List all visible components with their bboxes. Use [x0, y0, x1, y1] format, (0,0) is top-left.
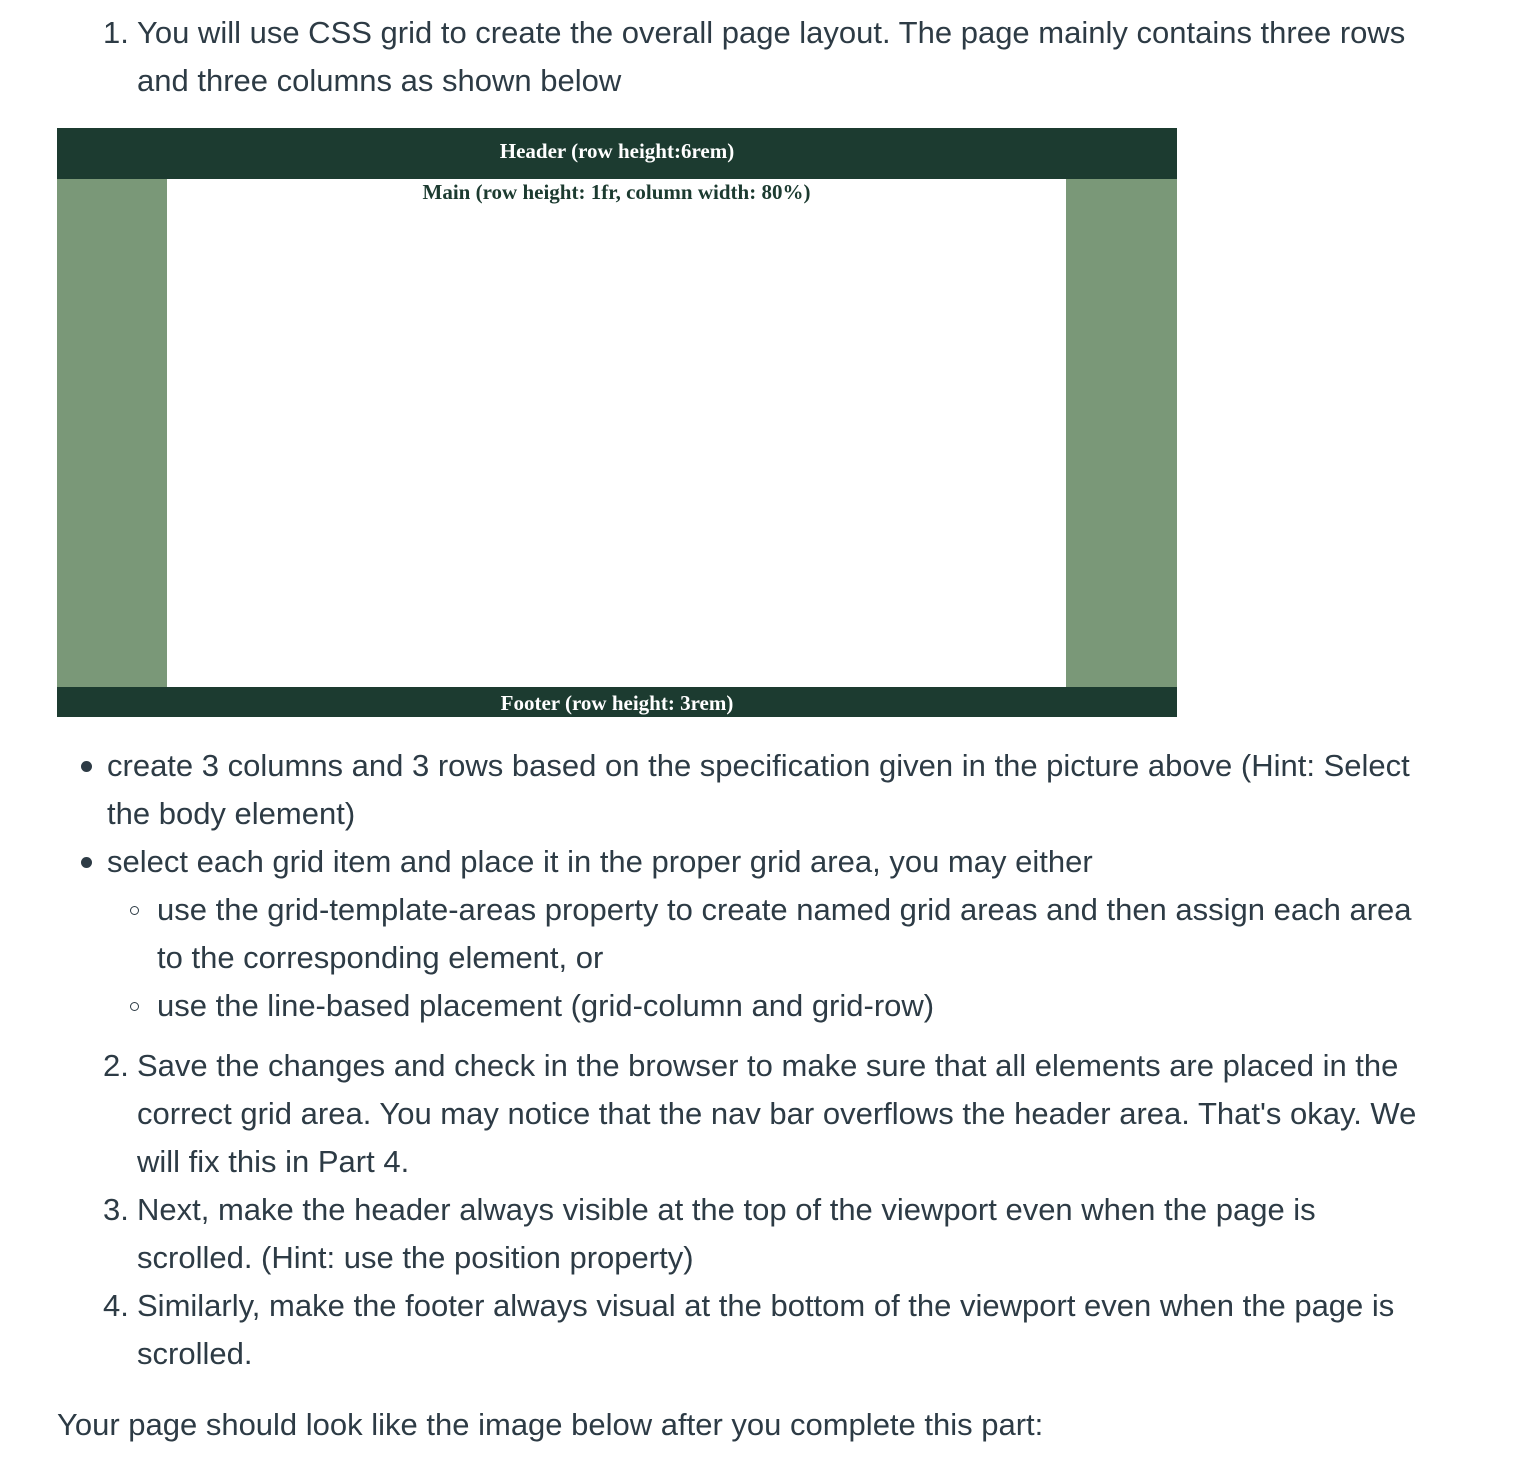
step-2-line-1: Save the changes and check in the browser to make sure that all elements are placed in the	[137, 1048, 1399, 1083]
bullet-2-line-1: select each grid item and place it in the proper grid area, you may either	[107, 844, 1093, 879]
bullet-1-line-2: the body element)	[107, 796, 356, 831]
step-4-line-1: Similarly, make the footer always visual at the bottom of the viewport even when the page is	[137, 1288, 1395, 1323]
step-2-line-2: correct grid area. You may notice that the nav bar overflows the header area. That's okay. We	[137, 1096, 1417, 1131]
step-1-line-1: You will use CSS grid to create the overall page layout. The page mainly contains three rows	[137, 15, 1406, 50]
closing-paragraph: Your page should look like the image below after you complete this part:	[57, 1407, 1044, 1442]
bullet-1-line-1: create 3 columns and 3 rows based on the specification given in the picture above (Hint: Select	[107, 748, 1410, 783]
sub-bullet-circle-icon	[130, 1002, 139, 1011]
bullet-dot-icon	[81, 857, 92, 868]
sub-bullet-circle-icon	[130, 906, 139, 915]
step-2-line-3: will fix this in Part 4.	[137, 1144, 410, 1179]
step-4-number: 4.	[103, 1288, 129, 1323]
diagram-header-area	[57, 128, 1177, 179]
diagram-main-label: Main (row height: 1fr, column width: 80%)	[422, 180, 811, 204]
step-1-line-2: and three columns as shown below	[137, 63, 622, 98]
diagram-main-area	[167, 179, 1066, 687]
diagram-left-column	[57, 179, 167, 687]
sub-bullet-1-line-1: use the grid-template-areas property to create named grid areas and then assign each area	[157, 892, 1412, 927]
diagram-header-label: Header (row height:6rem)	[499, 139, 735, 163]
diagram-footer-area	[57, 687, 1177, 717]
step-3-line-2: scrolled. (Hint: use the position property)	[137, 1240, 694, 1275]
step-4-line-2: scrolled.	[137, 1336, 253, 1371]
step-1-number: 1.	[103, 15, 129, 50]
diagram-right-column	[1066, 179, 1177, 687]
step-3-line-1: Next, make the header always visible at the top of the viewport even when the page is	[137, 1192, 1316, 1227]
step-2-number: 2.	[103, 1048, 129, 1083]
grid-layout-diagram	[57, 128, 1177, 717]
sub-bullet-1-line-2: to the corresponding element, or	[157, 940, 604, 975]
sub-bullet-2-line-1: use the line-based placement (grid-column and grid-row)	[157, 988, 935, 1023]
step-3-number: 3.	[103, 1192, 129, 1227]
bullet-dot-icon	[81, 761, 92, 772]
diagram-footer-label: Footer (row height: 3rem)	[500, 691, 734, 715]
